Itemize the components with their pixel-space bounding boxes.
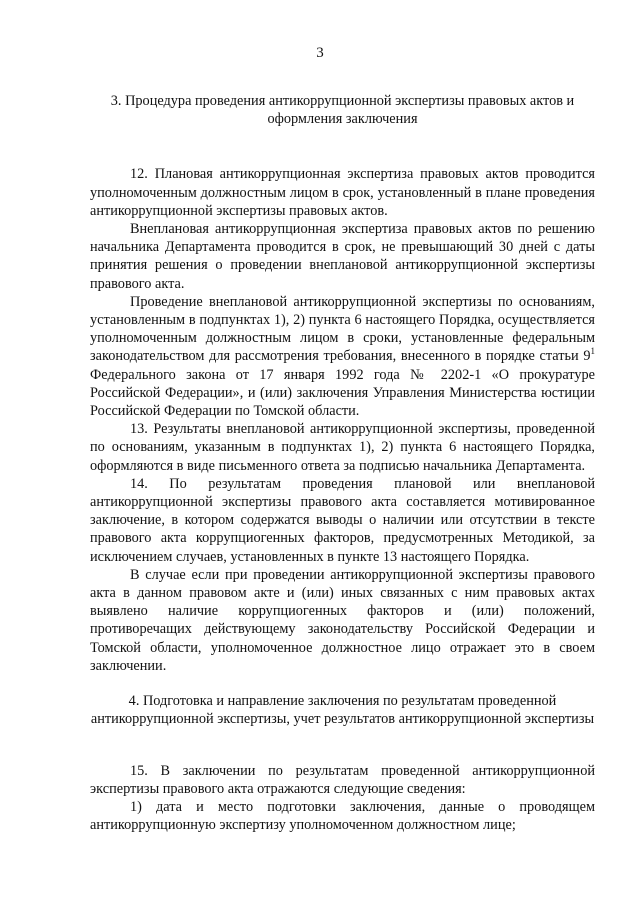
paragraph-unplanned-grounds xyxy=(90,293,595,420)
section-4-heading: 4. Подготовка и направление заключения по результатам проведенной антикоррупционной экспертизы, учет результатов антикоррупционной экспертизы xyxy=(90,693,595,728)
paragraph-14: 14. По результатам проведения плановой или внеплановой антикоррупционной экспертизы правового акта составляется мотивированное заключение, в котором содержатся выводы о наличии или отсутствии в тексте правового акта коррупциогенных факторов, предусмотренных Методикой, за исключением случаев, установленных в пункте 13 настоящего Порядка. xyxy=(90,475,595,565)
section-3-heading: 3. Процедура проведения антикоррупционной экспертизы правовых актов и оформления заключения xyxy=(110,93,575,128)
paragraph-15: 15. В заключении по результатам проведенной антикоррупционной экспертизы правового акта отражаются следующие сведения: xyxy=(90,762,595,797)
paragraph-text-before-superscript: Проведение внеплановой антикоррупционной экспертизы по основаниям, установленным в подпунктах 1), 2) пункта 6 настоящего Порядка, осуществляется уполномоченным должностным лицом в сроки, установленные федеральным законодательством для рассмотрения требования, внесенного в порядке статьи 9 xyxy=(90,293,595,365)
document-body xyxy=(90,92,595,834)
paragraph-12: 12. Плановая антикоррупционная экспертиза правовых актов проводится уполномоченным должностным лицом в срок, установленный в плане проведения антикоррупционной экспертизы правовых актов. xyxy=(90,166,595,219)
paragraph-15-item-1: 1) дата и место подготовки заключения, данные о проводящем антикоррупционную экспертизу уполномоченном должностном лице; xyxy=(90,798,595,834)
paragraph-corruption-factors: В случае если при проведении антикоррупционной экспертизы правового акта в данном правовом акте и (или) иных связанных с ним правовых актах выявлено наличие коррупциогенных факторов и (или) положений, противоречащих действующему законодательству Российской Федерации и Томской области, уполномоченное должностное лицо отражает это в своем заключении. xyxy=(90,566,595,674)
paragraph-text-after-superscript: Федерального закона от 17 января 1992 года № 2202-1 «О прокуратуре Российской Федерации», и (или) заключения Управления Министерства юстиции Российской Федерации по Томской области. xyxy=(90,366,595,420)
paragraph-unplanned-term: Внеплановая антикоррупционная экспертиза правовых актов по решению начальника Департамента проводится в срок, не превышающий 30 дней с даты принятия решения о проведении внеплановой антикоррупционной экспертизы правового акта. xyxy=(90,221,595,292)
paragraph-13: 13. Результаты внеплановой антикоррупционной экспертизы, проведенной по основаниям, указанным в подпунктах 1), 2) пункта 6 настоящего Порядка, оформляются в виде письменного ответа за подписью начальника Департамента. xyxy=(90,421,595,474)
page-number: 3 xyxy=(316,45,324,61)
article-superscript: 1 xyxy=(590,346,595,357)
